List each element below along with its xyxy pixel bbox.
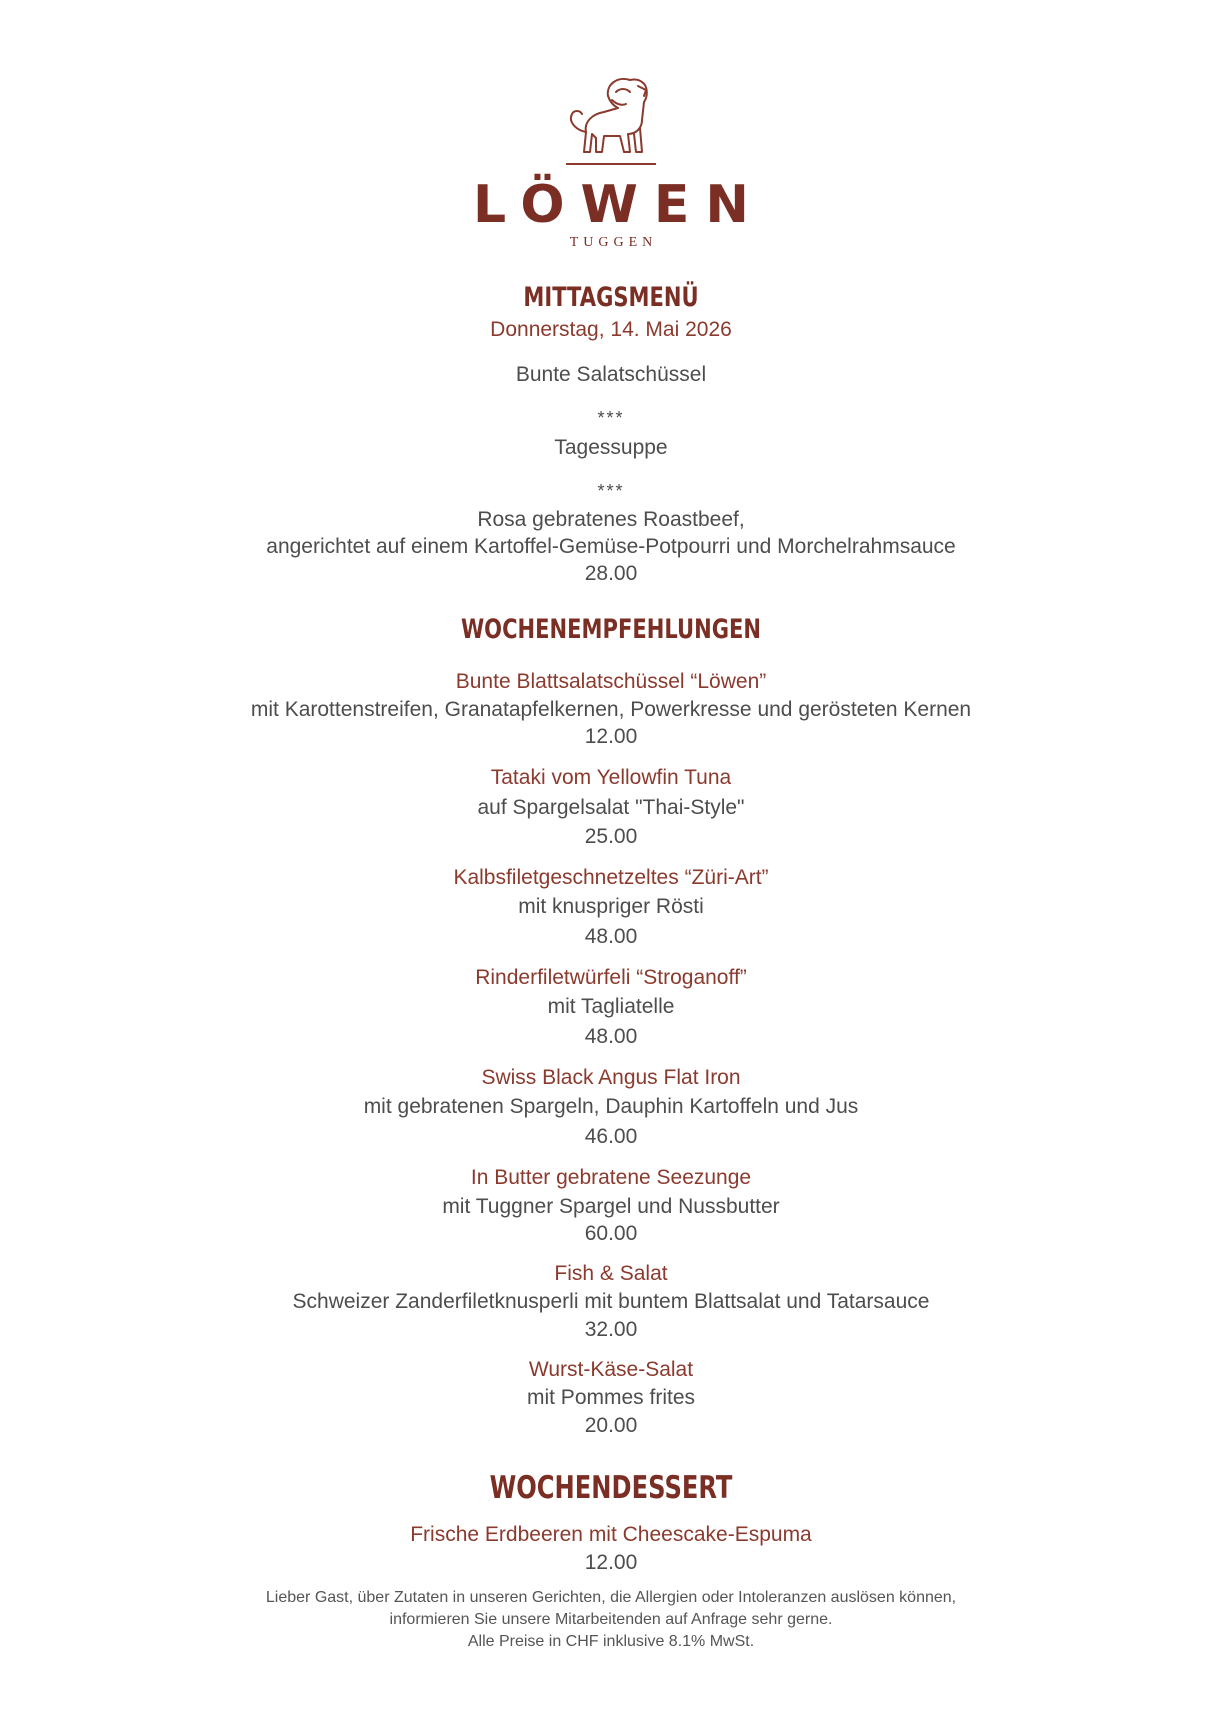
- dish-price: 46.00: [584, 1125, 638, 1148]
- price-note: Alle Preise in CHF inklusive 8.1% MwSt.: [467, 1633, 755, 1650]
- dish-name: Kalbsfiletgeschnetzeltes “Züri-Art”: [453, 866, 769, 889]
- dish-description: mit Tagliatelle: [547, 995, 675, 1018]
- dish-name: Swiss Black Angus Flat Iron: [481, 1066, 741, 1089]
- lunch-course-salad: Bunte Salatschüssel: [515, 363, 707, 386]
- dish-price: 60.00: [584, 1222, 638, 1245]
- dish-description: auf Spargelsalat "Thai-Style": [477, 796, 745, 819]
- lion-icon: [556, 72, 666, 167]
- dessert-name: Frische Erdbeeren mit Cheescake-Espuma: [410, 1523, 812, 1546]
- brand-location: TUGGEN: [569, 235, 658, 250]
- dish-name: Bunte Blattsalatschüssel “Löwen”: [455, 670, 767, 693]
- separator: ***: [597, 408, 625, 428]
- allergy-note: informieren Sie unsere Mitarbeitenden auf Anfrage sehr gerne.: [389, 1611, 833, 1628]
- dish-description: mit Karottenstreifen, Granatapfelkernen, Powerkresse und gerösteten Kernen: [250, 698, 972, 721]
- dish-description: mit gebratenen Spargeln, Dauphin Kartoffeln und Jus: [363, 1095, 859, 1118]
- dessert-title: WOCHENDESSERT: [489, 1470, 733, 1506]
- separator: ***: [597, 481, 625, 501]
- brand-name: LÖWEN: [473, 175, 765, 235]
- dish-name: Rinderfiletwürfeli “Stroganoff”: [475, 966, 747, 989]
- dish-price: 25.00: [584, 825, 638, 848]
- dish-price: 48.00: [584, 1025, 638, 1048]
- logo: [0, 72, 1222, 251]
- dish-price: 20.00: [584, 1414, 638, 1437]
- dish-name: Tataki vom Yellowfin Tuna: [490, 766, 732, 789]
- dish-description: mit Tuggner Spargel und Nussbutter: [442, 1195, 780, 1218]
- weekly-title: WOCHENEMPFEHLUNGEN: [460, 614, 762, 645]
- dish-name: In Butter gebratene Seezunge: [470, 1166, 752, 1189]
- dish-price: 32.00: [584, 1318, 638, 1341]
- dish-description: mit knuspriger Rösti: [518, 895, 704, 918]
- dish-name: Fish & Salat: [554, 1262, 668, 1285]
- lunch-main-name: Rosa gebratenes Roastbeef,: [477, 508, 745, 531]
- lunch-main-price: 28.00: [584, 562, 638, 585]
- lunch-title: MITTAGSMENÜ: [523, 282, 699, 313]
- dish-price: 12.00: [584, 725, 638, 748]
- lunch-date: Donnerstag, 14. Mai 2026: [490, 318, 732, 341]
- dish-description: mit Pommes frites: [526, 1386, 696, 1409]
- dish-price: 48.00: [584, 925, 638, 948]
- dish-name: Wurst-Käse-Salat: [528, 1358, 694, 1381]
- lunch-course-soup: Tagessuppe: [554, 436, 668, 459]
- allergy-note: Lieber Gast, über Zutaten in unseren Gerichten, die Allergien oder Intoleranzen auslösen können,: [265, 1589, 957, 1606]
- lunch-main-description: angerichtet auf einem Kartoffel-Gemüse-Potpourri und Morchelrahmsauce: [266, 535, 956, 558]
- dessert-price: 12.00: [584, 1551, 638, 1574]
- dish-description: Schweizer Zanderfiletknusperli mit buntem Blattsalat und Tatarsauce: [292, 1290, 930, 1313]
